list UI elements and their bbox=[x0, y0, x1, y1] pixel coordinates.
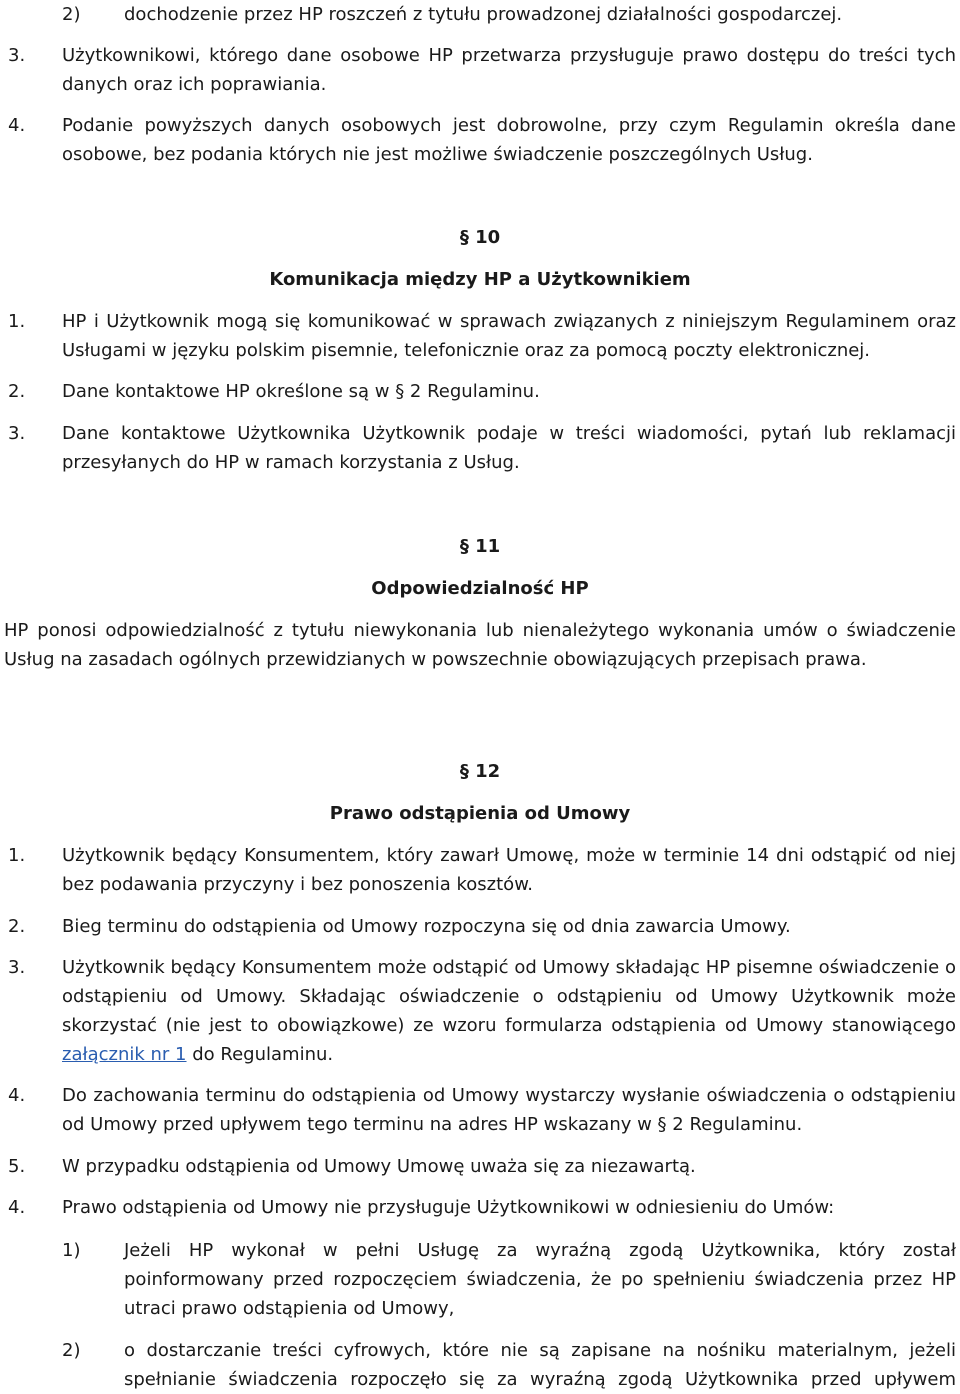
list-number: 3. bbox=[8, 423, 26, 444]
attachment-link[interactable]: załącznik nr 1 bbox=[62, 1044, 187, 1065]
list-number: 2) bbox=[62, 4, 81, 25]
list-item-text bbox=[62, 953, 956, 1069]
list-number: 1. bbox=[8, 311, 26, 332]
list-number: 3. bbox=[8, 45, 26, 66]
list-item-text: Jeżeli HP wykonał w pełni Usługę za wyraźną zgodą Użytkownika, który został poinformowany przed rozpoczęciem świadczenia, że po spełnieniu świadczenia przez HP utraci prawo odstąpienia od Umowy, bbox=[124, 1240, 956, 1319]
list-item-text: dochodzenie przez HP roszczeń z tytułu prowadzonej działalności gospodarczej. bbox=[124, 4, 843, 25]
list-item-text-part: Użytkownik będący Konsumentem może odstąpić od Umowy składając HP pisemne oświadczenie o odstąpieniu od Umowy. Składając oświadczenie o odstąpieniu od Umowy Użytkownik może skorzystać (nie jest to obowiązkowe) ze wzoru formularza odstąpienia od Umowy stanowiącego bbox=[62, 957, 956, 1036]
section-number: § 10 bbox=[459, 227, 501, 248]
list-number: 2. bbox=[8, 916, 26, 937]
list-number: 4. bbox=[8, 115, 26, 136]
section-title: Odpowiedzialność HP bbox=[371, 578, 589, 599]
section-title: Komunikacja między HP a Użytkownikiem bbox=[269, 269, 691, 290]
section-title: Prawo odstąpienia od Umowy bbox=[329, 803, 631, 824]
list-number: 4. bbox=[8, 1197, 26, 1218]
list-item-text: HP i Użytkownik mogą się komunikować w sprawach związanych z niniejszym Regulaminem oraz Usługami w języku polskim pisemnie, telefonicznie oraz za pomocą poczty elektronicznej. bbox=[62, 311, 956, 361]
paragraph: HP ponosi odpowiedzialność z tytułu niewykonania lub nienależytego wykonania umów o świadczenie Usług na zasadach ogólnych przewidzianych w powszechnie obowiązujących przepisach prawa. bbox=[4, 620, 956, 670]
list-number: 1. bbox=[8, 845, 26, 866]
list-item-text: o dostarczanie treści cyfrowych, które nie są zapisane na nośniku materialnym, jeżeli spełnianie świadczenia rozpoczęło się za wyraźną zgodą Użytkownika przed upływem bbox=[124, 1340, 956, 1390]
list-item-text: Dane kontaktowe HP określone są w § 2 Regulaminu. bbox=[62, 381, 540, 402]
list-item-text: Użytkownik będący Konsumentem, który zawarł Umowę, może w terminie 14 dni odstąpić od niej bez podawania przyczyny i bez ponoszenia kosztów. bbox=[62, 845, 956, 895]
list-item-text: Podanie powyższych danych osobowych jest dobrowolne, przy czym Regulamin określa dane osobowe, bez podania których nie jest możliwe świadczenie poszczególnych Usług. bbox=[62, 115, 956, 165]
section-number: § 11 bbox=[459, 536, 501, 557]
list-item-text: Prawo odstąpienia od Umowy nie przysługuje Użytkownikowi w odniesieniu do Umów: bbox=[62, 1197, 835, 1218]
list-number: 2) bbox=[62, 1340, 81, 1361]
list-number: 1) bbox=[62, 1240, 81, 1261]
list-item-text: Użytkownikowi, którego dane osobowe HP przetwarza przysługuje prawo dostępu do treści tych danych oraz ich poprawiania. bbox=[62, 45, 956, 95]
list-number: 3. bbox=[8, 957, 26, 978]
list-item-text: Do zachowania terminu do odstąpienia od Umowy wystarczy wysłanie oświadczenia o odstąpieniu od Umowy przed upływem tego terminu na adres HP wskazany w § 2 Regulaminu. bbox=[62, 1085, 956, 1135]
list-item-text-part: do Regulaminu. bbox=[186, 1044, 334, 1065]
section-number: § 12 bbox=[459, 761, 501, 782]
list-item-text: Bieg terminu do odstąpienia od Umowy rozpoczyna się od dnia zawarcia Umowy. bbox=[62, 916, 791, 937]
list-number: 2. bbox=[8, 381, 26, 402]
list-number: 5. bbox=[8, 1156, 26, 1177]
list-item-text: Dane kontaktowe Użytkownika Użytkownik podaje w treści wiadomości, pytań lub reklamacji przesyłanych do HP w ramach korzystania z Usług. bbox=[62, 423, 956, 473]
list-item-text: W przypadku odstąpienia od Umowy Umowę uważa się za niezawartą. bbox=[62, 1156, 696, 1177]
list-number: 4. bbox=[8, 1085, 26, 1106]
